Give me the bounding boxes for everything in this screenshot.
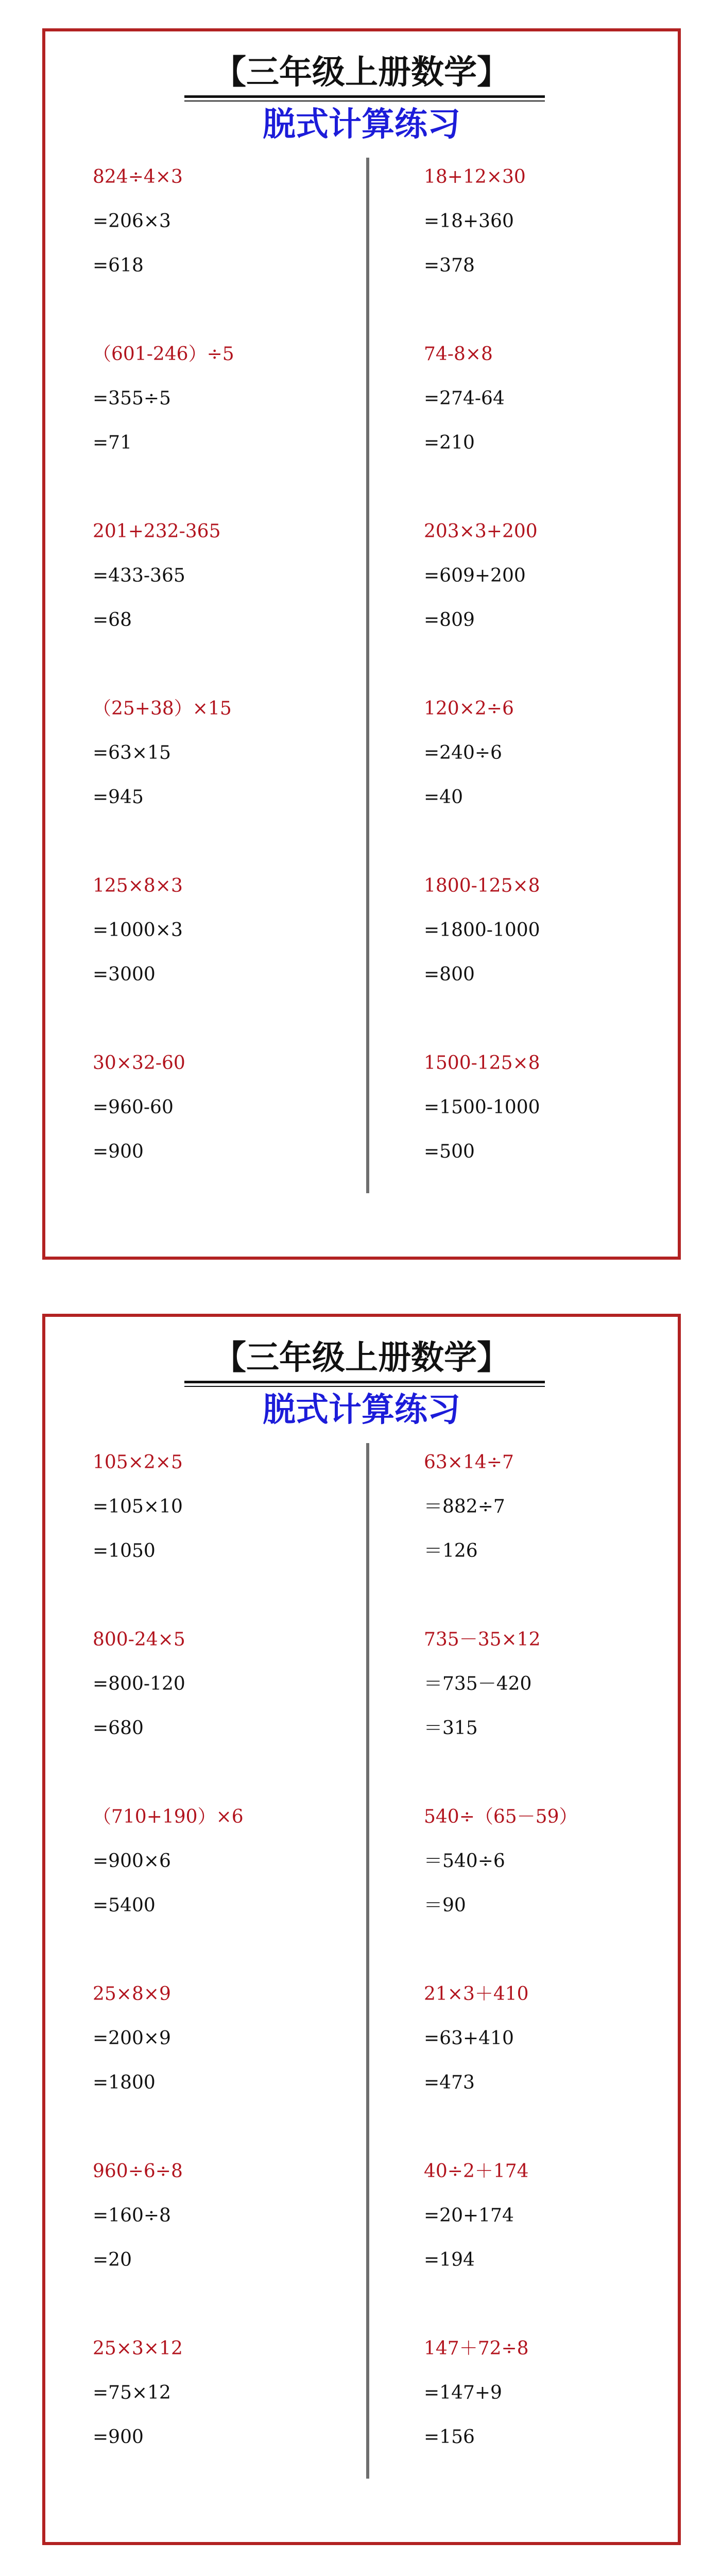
problem [93, 1972, 360, 2149]
problem-expression: （601-246）÷5 [93, 344, 234, 365]
problem-step: =1800-1000 [424, 920, 540, 941]
problem-step: =433-365 [93, 565, 185, 586]
problem-answer: =900 [93, 2427, 144, 2448]
worksheet-subtitle: 脱式计算练习 [263, 1391, 460, 1429]
problem-answer: =40 [424, 787, 463, 808]
problem-expression: 63×14÷7 [424, 1452, 514, 1473]
problem [424, 155, 692, 332]
problem-step: =355÷5 [93, 388, 171, 409]
problem-expression: （25+38）×15 [93, 698, 232, 719]
problem-answer: =900 [93, 1141, 144, 1162]
problem-step: =63+410 [424, 2028, 514, 2049]
problem-expression: 74-8×8 [424, 344, 493, 365]
problem-step: ＝735－420 [424, 1673, 532, 1694]
problem-answer: =210 [424, 432, 475, 453]
problem-step: =105×10 [93, 1496, 183, 1517]
worksheet-title: 【三年级上册数学】 [213, 1339, 510, 1377]
problem-expression: 203×3+200 [424, 521, 538, 542]
problem-answer: =800 [424, 964, 475, 985]
problem-answer: =945 [93, 787, 144, 808]
right-column [424, 1440, 692, 2504]
problem-expression: 105×2×5 [93, 1452, 183, 1473]
problem-step: =274-64 [424, 388, 505, 409]
problem [424, 1795, 692, 1972]
problem [424, 864, 692, 1041]
column-divider [366, 158, 369, 1193]
problem-answer: ＝126 [424, 1540, 478, 1562]
problem-answer: =809 [424, 609, 475, 631]
problem-step: =160÷8 [93, 2205, 171, 2226]
problem-step: =147+9 [424, 2382, 502, 2403]
problem-expression: 21×3＋410 [424, 1984, 529, 2005]
worksheet-2 [42, 1314, 681, 2545]
problem-step: =200×9 [93, 2028, 171, 2049]
problem-step: =800-120 [93, 1673, 185, 1694]
problem-expression: 1800-125×8 [424, 875, 540, 896]
problem-expression: 30×32-60 [93, 1053, 185, 1074]
problem-expression: 25×8×9 [93, 1984, 171, 2005]
problem [93, 2149, 360, 2327]
problem-answer: =473 [424, 2072, 475, 2093]
problem-answer: =1050 [93, 1540, 156, 1562]
problem-expression: 540÷（65－59） [424, 1806, 578, 1827]
problem [93, 687, 360, 864]
problem-answer: =378 [424, 255, 475, 276]
problem-step: =75×12 [93, 2382, 171, 2403]
problem [93, 1041, 360, 1218]
problem-expression: 201+232-365 [93, 521, 221, 542]
problem-step: =900×6 [93, 1851, 171, 1872]
problem-answer: =500 [424, 1141, 475, 1162]
problem-step: =960-60 [93, 1097, 174, 1118]
problem [93, 1795, 360, 1972]
problem [424, 1618, 692, 1795]
problem-answer: ＝315 [424, 1718, 478, 1739]
problem [424, 1972, 692, 2149]
problem-step: =609+200 [424, 565, 526, 586]
problem-step: =240÷6 [424, 742, 502, 764]
title-underline [184, 95, 545, 98]
problem-answer: =618 [93, 255, 144, 276]
problem-answer: =194 [424, 2249, 475, 2270]
problem-answer: =1800 [93, 2072, 156, 2093]
title-underline-thin [184, 1386, 545, 1387]
problem [93, 510, 360, 687]
problem-step: =1500-1000 [424, 1097, 540, 1118]
problem [93, 332, 360, 510]
problem-step: =20+174 [424, 2205, 514, 2226]
right-column [424, 155, 692, 1218]
problem-answer: =20 [93, 2249, 132, 2270]
problem-expression: 25×3×12 [93, 2338, 183, 2359]
problem-step: =1000×3 [93, 920, 183, 941]
problem-step: ＝882÷7 [424, 1496, 505, 1517]
problem-expression: （710+190）×6 [93, 1806, 244, 1827]
problem-expression: 824÷4×3 [93, 166, 183, 188]
problem [93, 2327, 360, 2504]
problem-step: =206×3 [93, 211, 171, 232]
problem [424, 687, 692, 864]
problem-expression: 800-24×5 [93, 1629, 185, 1650]
problem-expression: 18+12×30 [424, 166, 526, 188]
worksheet-title: 【三年级上册数学】 [213, 54, 510, 92]
problem-answer: =71 [93, 432, 132, 453]
problem-expression: 1500-125×8 [424, 1053, 540, 1074]
problem [93, 864, 360, 1041]
worksheet-1 [42, 28, 681, 1260]
title-underline-thin [184, 100, 545, 101]
problem-expression: 120×2÷6 [424, 698, 514, 719]
problem-expression: 735－35×12 [424, 1629, 541, 1650]
problem [93, 1440, 360, 1618]
problem [424, 510, 692, 687]
column-divider [366, 1443, 369, 2479]
problem-expression: 147＋72÷8 [424, 2338, 529, 2359]
problem-answer: =3000 [93, 964, 156, 985]
left-column [93, 1440, 360, 2504]
problem-answer: =5400 [93, 1895, 156, 1916]
problem-step: =18+360 [424, 211, 514, 232]
problem [424, 332, 692, 510]
problem-expression: 125×8×3 [93, 875, 183, 896]
problem-answer: =68 [93, 609, 132, 631]
problem-step: ＝540÷6 [424, 1851, 505, 1872]
problem-answer: ＝90 [424, 1895, 466, 1916]
worksheet-subtitle: 脱式计算练习 [263, 106, 460, 144]
problem [424, 1041, 692, 1218]
problem-expression: 960÷6÷8 [93, 2161, 183, 2182]
problem [93, 1618, 360, 1795]
problem-answer: =680 [93, 1718, 144, 1739]
problem-expression: 40÷2＋174 [424, 2161, 529, 2182]
problem [93, 155, 360, 332]
problem [424, 2327, 692, 2504]
problem-answer: =156 [424, 2427, 475, 2448]
problem-step: =63×15 [93, 742, 171, 764]
title-underline [184, 1381, 545, 1383]
problem [424, 2149, 692, 2327]
problem [424, 1440, 692, 1618]
left-column [93, 155, 360, 1218]
